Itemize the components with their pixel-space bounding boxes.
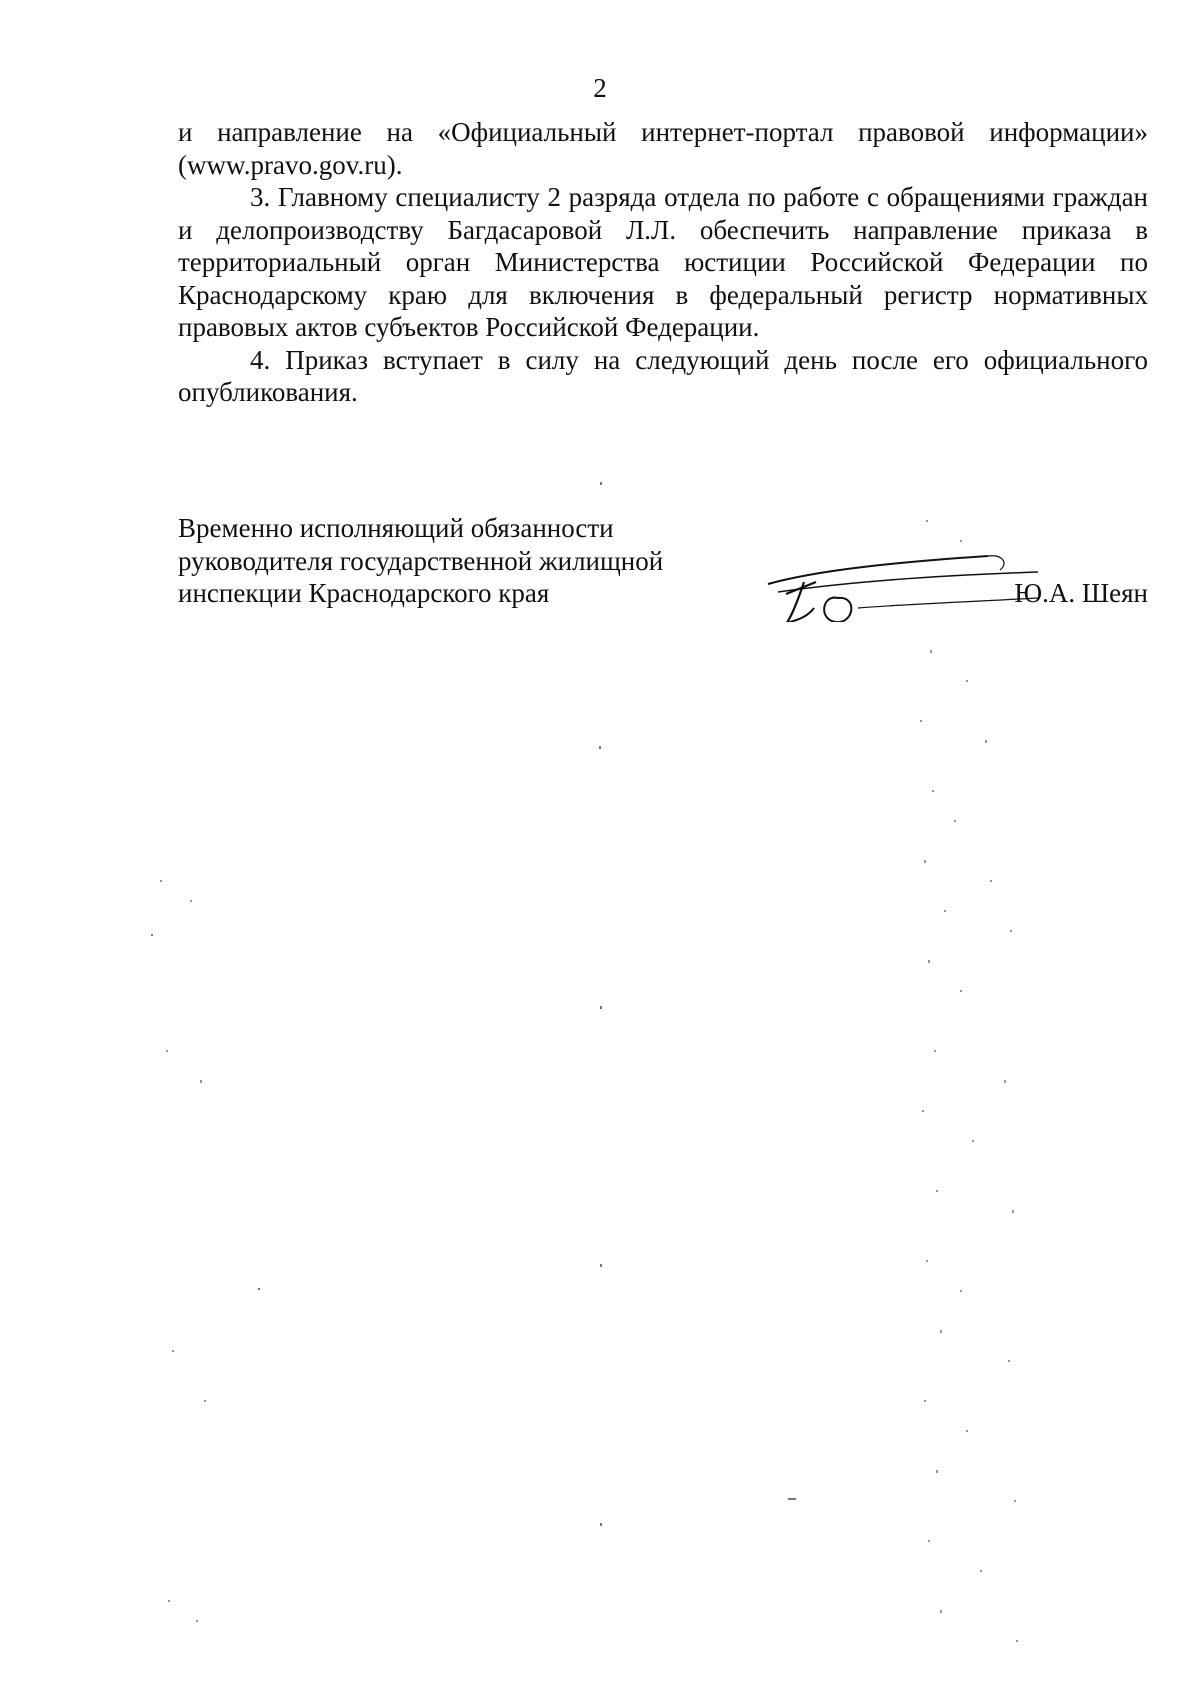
paragraph-continuation: и направление на «Официальный интернет-портал правовой информации» (www.pravo.gov.ru).	[178, 117, 1148, 180]
page-number: 2	[593, 73, 607, 103]
signatory-position-line-1: Временно исполняющий обязанности	[178, 513, 614, 543]
signatory-position-line-2: руководителя государственной жилищной	[178, 545, 664, 576]
paragraph-item-3: 3. Главному специалисту 2 разряда отдела по работе с обращениями граждан и делопроизводству Багдасаровой Л.Л. обеспечить направление приказа в территориальный орган Министерства юстиции Российской Федерации по Краснодарскому краю для включения в федеральный регистр нормативных правовых актов субъектов Российской Федерации.	[178, 182, 1148, 342]
signatory-name: Ю.А. Шеян	[1014, 578, 1148, 608]
signatory-position-line-3: инспекции Краснодарского края	[178, 578, 550, 608]
signature-block	[178, 512, 1148, 622]
paragraph-item-4: 4. Приказ вступает в силу на следующий день после его официального опубликования.	[178, 344, 1148, 407]
document-body	[178, 116, 1148, 409]
signatory-position	[178, 512, 663, 610]
